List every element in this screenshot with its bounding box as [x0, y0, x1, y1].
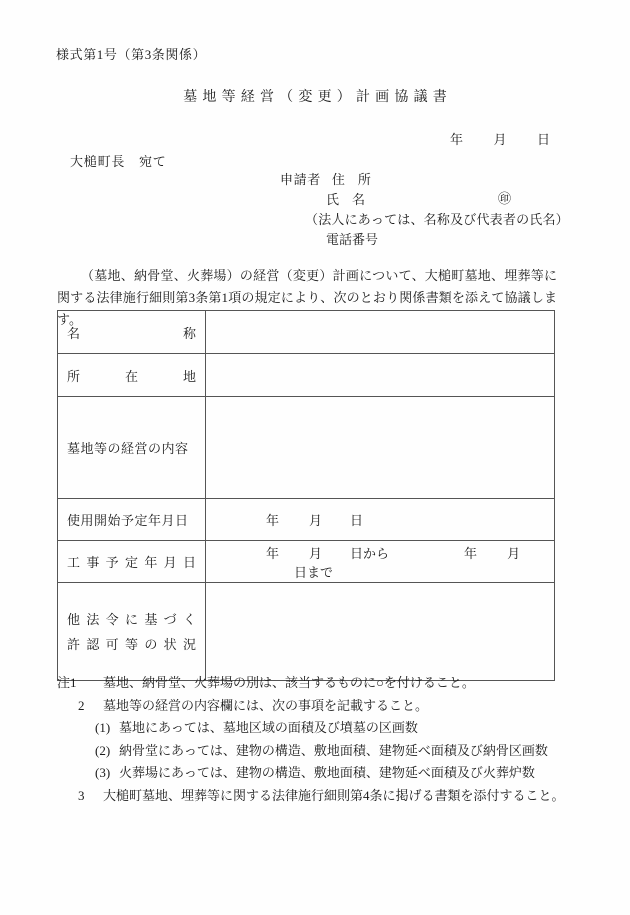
note-marker: 注1 — [57, 675, 77, 690]
note-marker: (2) — [95, 742, 111, 758]
row-label-other-permits — [58, 583, 206, 681]
row-label-management-content — [58, 397, 206, 499]
body-paragraph: （墓地、納骨堂、火葬場）の経営（変更）計画について、大槌町墓地、埋葬等に関する法律施行細則第3条第1項の規定により、次のとおり関係書類を添えて協議します。 — [57, 268, 557, 327]
label-char: 在 — [124, 368, 138, 384]
applicant-address-label: 住 所 — [331, 172, 371, 187]
notes-section — [57, 672, 577, 807]
row-value-location[interactable] — [206, 354, 555, 397]
note-text: 墓地等の経営の内容欄には、次の事項を記載すること。 — [103, 697, 429, 713]
month-label: 月 — [309, 513, 323, 528]
label-char: 状 — [163, 636, 177, 652]
note-text: 火葬場にあっては、建物の構造、敷地面積、建物延べ面積及び火葬炉数 — [119, 765, 535, 780]
year-to-label: 年 — [464, 545, 478, 561]
row-value-construction-date[interactable] — [206, 541, 555, 583]
row-label-name — [58, 311, 206, 354]
label-char: 日 — [182, 555, 196, 570]
note-marker: 2 — [78, 697, 85, 713]
label-char: 許 — [67, 636, 81, 652]
month-to-label: 月 — [507, 545, 521, 561]
label-char: 可 — [105, 636, 119, 652]
label-text: 使用開始予定年月日 — [67, 513, 189, 528]
date-month-label: 月 — [493, 132, 508, 147]
label-char: に — [124, 611, 138, 627]
label-char: の — [144, 636, 158, 652]
note-text: 納骨堂にあっては、建物の構造、敷地面積、建物延べ面積及び納骨区画数 — [119, 742, 548, 758]
note-marker: (1) — [95, 720, 111, 735]
label-char: 所 — [67, 368, 81, 384]
day-label: 日 — [350, 513, 364, 528]
note-item — [57, 695, 577, 718]
year-from-label: 年 — [266, 545, 280, 561]
label-char: 基 — [144, 611, 158, 627]
date-line — [450, 129, 551, 148]
applicant-corporate-note — [280, 209, 569, 229]
label-text: 墓地等の経営の内容 — [67, 441, 189, 456]
month-from-label: 月 — [309, 545, 323, 561]
row-value-start-date[interactable] — [206, 499, 555, 541]
form-number: 様式第1号（第3条関係） — [56, 47, 207, 62]
label-char: 地 — [182, 368, 196, 384]
row-label-start-date — [58, 499, 206, 541]
label-char: 工 — [67, 555, 81, 570]
table-row — [58, 354, 555, 397]
row-label-location — [58, 354, 206, 397]
applicant-block — [280, 169, 569, 249]
year-label: 年 — [266, 513, 280, 528]
applicant-corporate-note-text: （法人にあっては、名称及び代表者の氏名） — [305, 212, 569, 227]
label-char: 名 — [67, 325, 81, 341]
table-row — [58, 397, 555, 499]
label-char: 令 — [105, 611, 119, 627]
note-item — [57, 740, 577, 763]
row-value-other-permits[interactable] — [206, 583, 555, 681]
note-text: 墓地にあっては、墓地区域の面積及び墳墓の区画数 — [119, 720, 418, 735]
form-table — [57, 310, 555, 681]
label-char: 予 — [105, 555, 119, 570]
note-text: 墓地、納骨堂、火葬場の別は、該当するものに○を付けること。 — [103, 675, 475, 690]
applicant-phone-label: 電話番号 — [326, 232, 379, 247]
label-char: 法 — [86, 611, 100, 627]
day-to-label: 日まで — [294, 564, 334, 580]
label-char: 年 — [144, 555, 158, 570]
label-char: く — [182, 611, 196, 627]
label-char: 他 — [67, 611, 81, 627]
label-char: づ — [163, 611, 177, 627]
note-item — [57, 785, 577, 808]
label-char: 月 — [163, 555, 177, 570]
date-year-label: 年 — [450, 132, 464, 147]
label-char: 定 — [124, 555, 138, 570]
label-char: 況 — [182, 636, 196, 652]
applicant-phone-row — [280, 229, 569, 249]
note-marker: (3) — [95, 765, 111, 780]
applicant-label: 申請者 — [280, 172, 321, 187]
label-char: 事 — [86, 555, 100, 570]
page-title: 墓地等経営（変更）計画協議書 — [183, 90, 452, 105]
note-item — [57, 672, 577, 695]
table-row — [58, 311, 555, 354]
note-item — [57, 762, 577, 785]
addressee: 大槌町長 宛て — [70, 154, 167, 169]
day-from-label: 日から — [350, 545, 390, 561]
note-marker: 3 — [78, 787, 85, 803]
applicant-name-label: 氏 名 — [326, 192, 366, 207]
seal-stamp-icon: ㊞ — [498, 191, 512, 206]
table-row — [58, 541, 555, 583]
applicant-name-row — [280, 189, 569, 209]
table-row — [58, 499, 555, 541]
date-day-label: 日 — [537, 132, 551, 147]
applicant-address-row — [280, 169, 569, 189]
row-label-construction-date — [58, 541, 206, 583]
row-value-name[interactable] — [206, 311, 555, 354]
label-char: 認 — [86, 636, 100, 652]
label-char: 称 — [182, 325, 196, 341]
row-value-management-content[interactable] — [206, 397, 555, 499]
note-text: 大槌町墓地、埋葬等に関する法律施行細則第4条に掲げる書類を添付すること。 — [103, 787, 565, 803]
table-row — [58, 583, 555, 681]
note-item — [57, 717, 577, 740]
label-char: 等 — [124, 636, 138, 652]
